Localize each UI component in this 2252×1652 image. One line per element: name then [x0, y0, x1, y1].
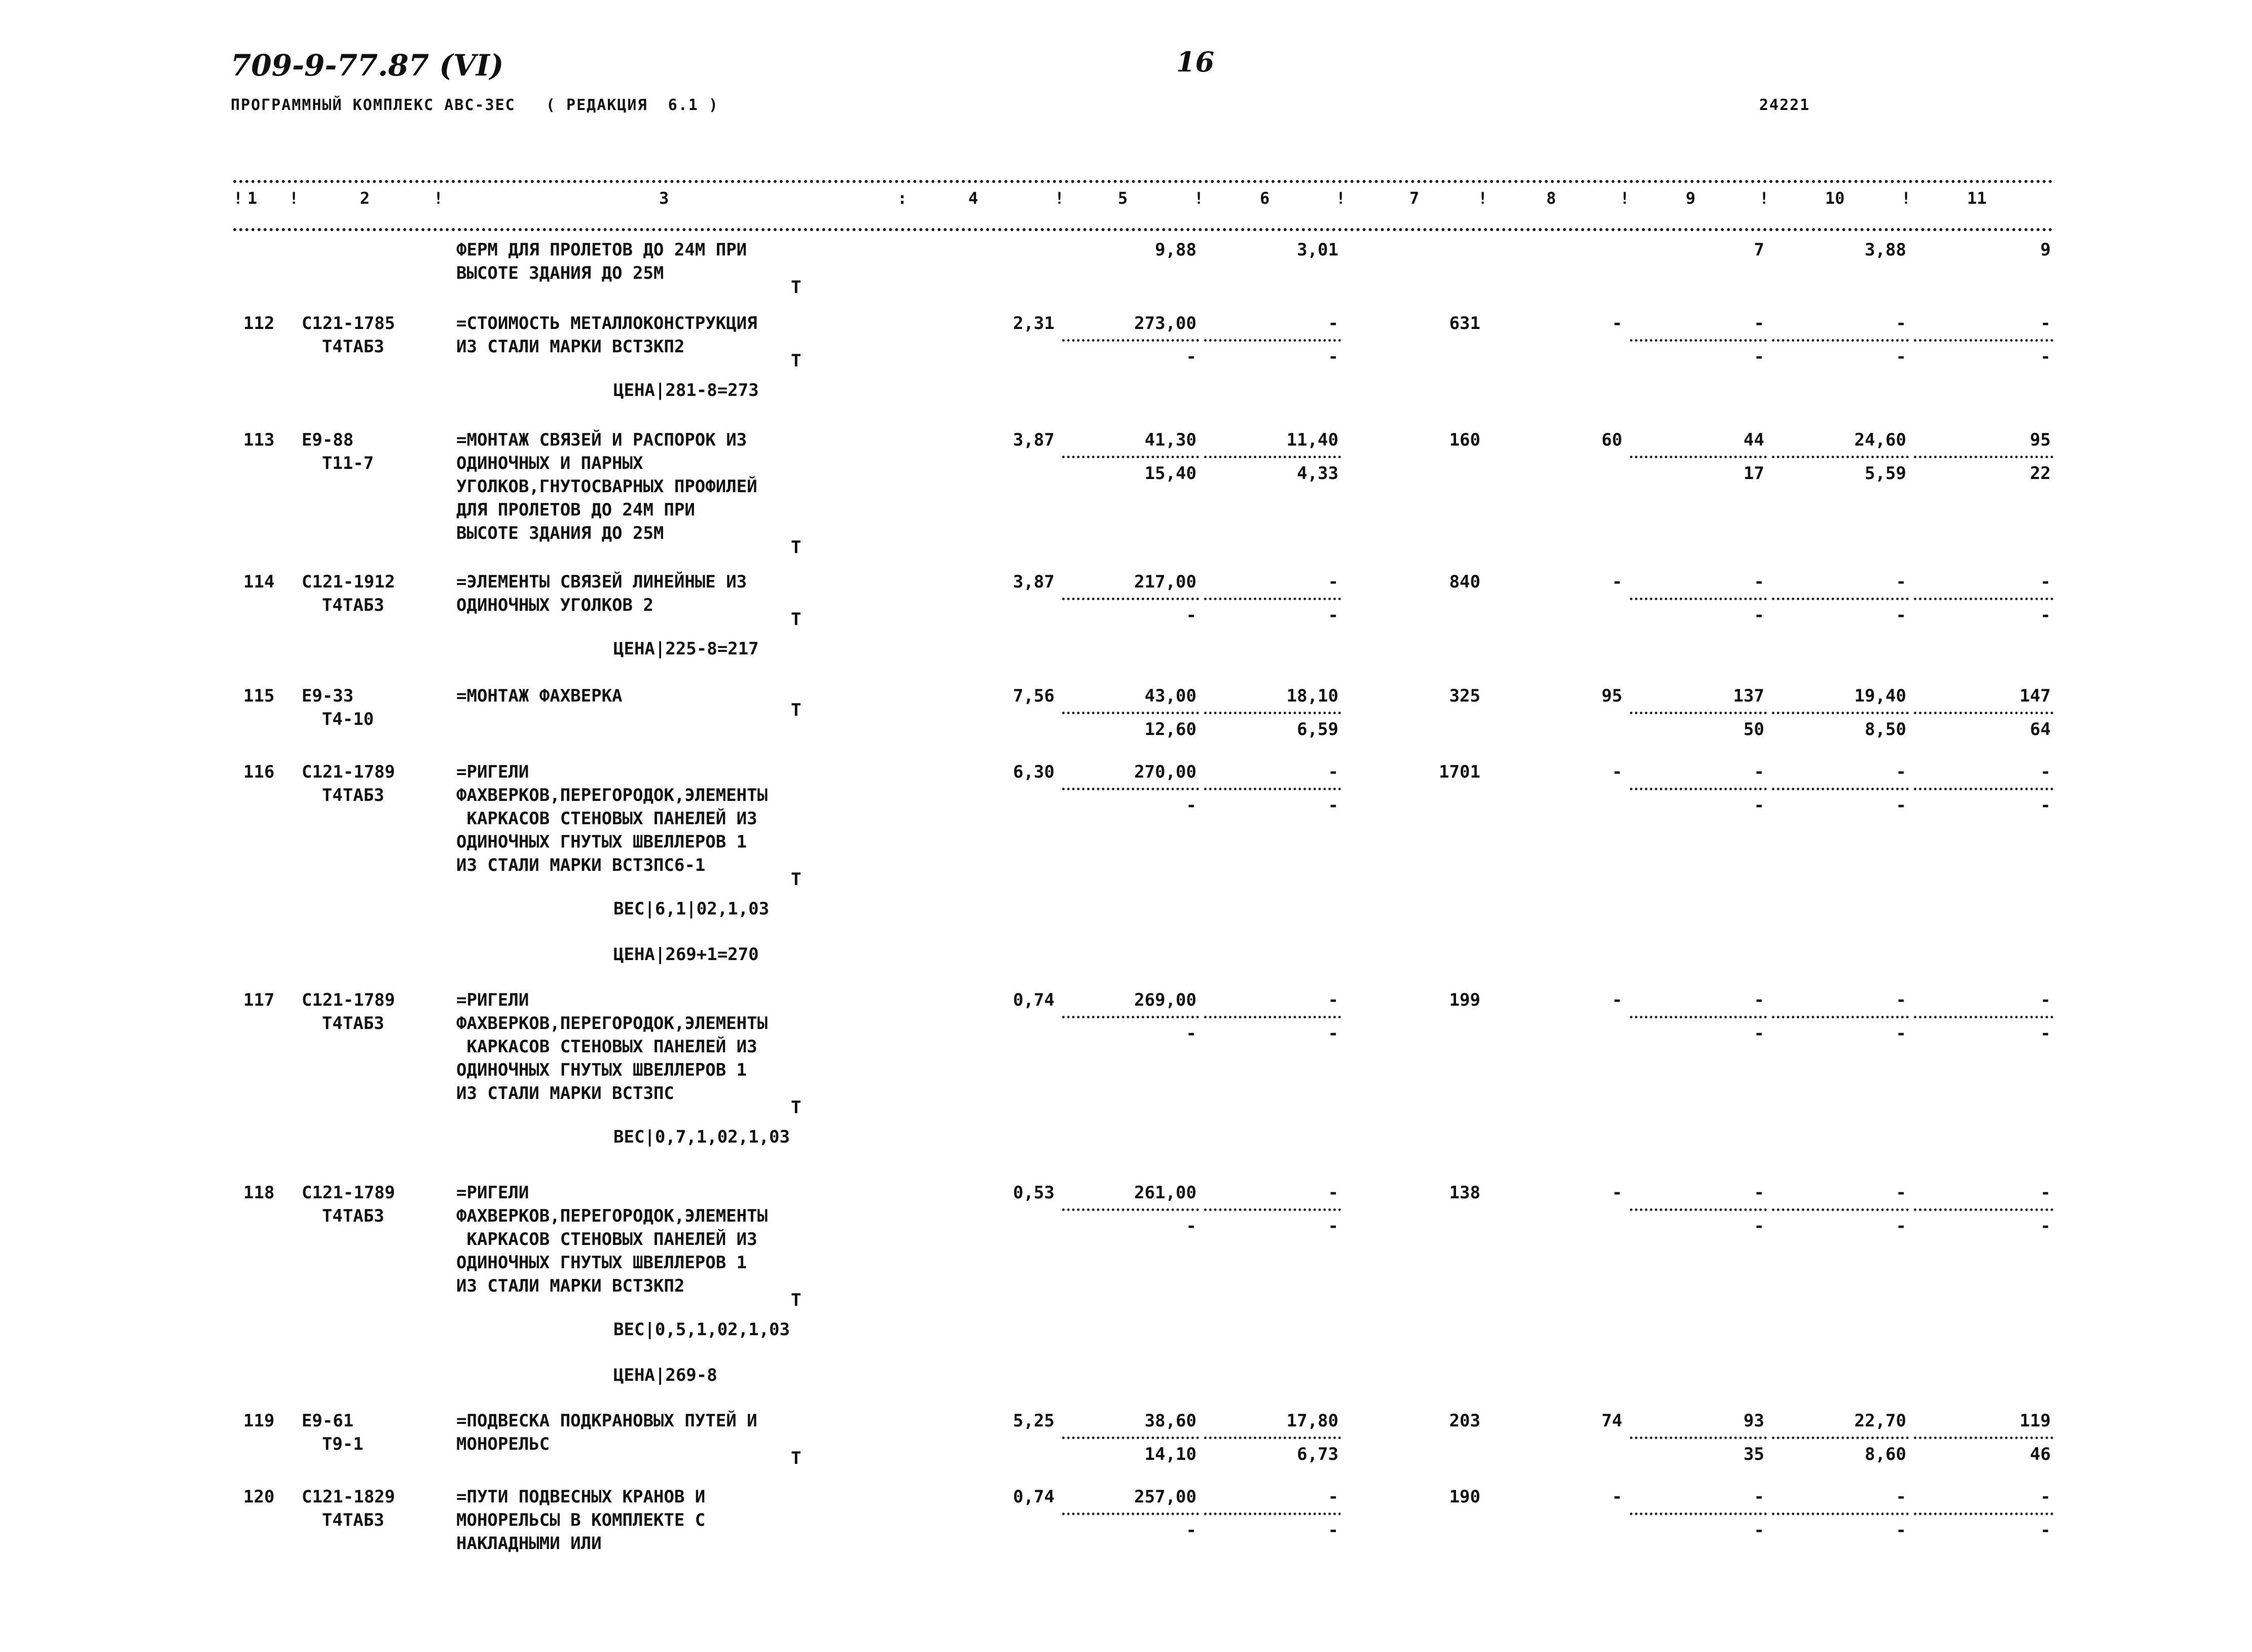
- cell-c6b: -: [1328, 605, 1338, 626]
- cell-divider: [1204, 788, 1341, 790]
- cell-c11: 119: [2019, 1411, 2051, 1431]
- cell-divider: [1772, 712, 1909, 714]
- cell-c11: -: [2040, 572, 2051, 592]
- cell-c4: 0,74: [1013, 990, 1055, 1010]
- cell-divider: [1630, 1016, 1767, 1018]
- row-marker: Т: [791, 277, 802, 298]
- cell-c5b: -: [1186, 605, 1196, 626]
- cell-divider: [1204, 1016, 1341, 1018]
- row-description-line: ОДИНОЧНЫХ ГНУТЫХ ШВЕЛЛЕРОВ 1: [456, 832, 747, 852]
- cell-c6: -: [1328, 1183, 1338, 1203]
- cell-c9b: -: [1754, 1023, 1764, 1044]
- cell-c5: 9,88: [1155, 240, 1196, 260]
- row-code-table: Т11-7: [322, 453, 374, 473]
- cell-c6b: 4,33: [1297, 463, 1338, 484]
- cell-c10: -: [1896, 1183, 1906, 1203]
- row-description-line: МОНОРЕЛЬС: [456, 1434, 550, 1454]
- col-header-9: 9: [1686, 189, 1696, 208]
- row-number: 114: [243, 572, 275, 592]
- cell-c10: 24,60: [1854, 430, 1906, 450]
- row-description-line: ИЗ СТАЛИ МАРКИ ВСТ3КП2: [456, 1276, 685, 1296]
- cell-divider: [1914, 1513, 2053, 1515]
- col-header-6: 6: [1260, 189, 1270, 208]
- cell-divider: [1914, 1208, 2053, 1211]
- row-number: 115: [243, 686, 275, 706]
- cell-c6b: 6,59: [1297, 719, 1338, 740]
- row-code-table: Т4ТАБ3: [322, 595, 384, 615]
- row-code-table: Т4ТАБ3: [322, 337, 384, 357]
- cell-c11b: -: [2040, 605, 2051, 626]
- cell-c5: 41,30: [1144, 430, 1196, 450]
- row-description-line: =ЭЛЕМЕНТЫ СВЯЗЕЙ ЛИНЕЙНЫЕ ИЗ: [456, 572, 747, 592]
- cell-c4: 6,30: [1013, 762, 1055, 782]
- row-code-table: Т4ТАБ3: [322, 1013, 384, 1034]
- cell-c7: 199: [1449, 990, 1480, 1010]
- cell-divider: [1062, 712, 1199, 714]
- cell-c9b: 35: [1744, 1444, 1764, 1464]
- cell-c4: 7,56: [1013, 686, 1055, 706]
- col-header-4: 4: [968, 189, 978, 208]
- row-code: Е9-33: [302, 686, 354, 706]
- cell-c9: -: [1754, 313, 1764, 334]
- cell-c9b: -: [1754, 795, 1764, 816]
- row-note: ВЕС|0,5,1,02,1,03: [613, 1319, 790, 1340]
- row-description-line: ОДИНОЧНЫХ И ПАРНЫХ: [456, 453, 643, 473]
- cell-c10b: -: [1896, 1520, 1906, 1540]
- cell-divider: [1630, 1437, 1767, 1439]
- cell-c8: 60: [1602, 430, 1622, 450]
- col-sep: !: [1759, 189, 1769, 208]
- cell-c8: -: [1612, 990, 1622, 1010]
- cell-c9: 44: [1744, 430, 1764, 450]
- cell-c6: 11,40: [1286, 430, 1338, 450]
- cell-c10b: -: [1896, 605, 1906, 626]
- row-description-line: =МОНТАЖ СВЯЗЕЙ И РАСПОРОК ИЗ: [456, 430, 747, 450]
- row-marker: Т: [791, 700, 802, 720]
- cell-c4: 5,25: [1013, 1411, 1055, 1431]
- cell-c6b: -: [1328, 1023, 1338, 1044]
- cell-c10: -: [1896, 313, 1906, 334]
- row-note: ВЕС|6,1|02,1,03: [613, 899, 770, 919]
- cell-c10b: 8,50: [1865, 719, 1906, 740]
- cell-divider: [1914, 598, 2053, 600]
- col-sep: !: [1620, 189, 1630, 208]
- cell-c10b: 5,59: [1865, 463, 1906, 484]
- cell-c10: 3,88: [1865, 240, 1906, 260]
- cell-divider: [1772, 1016, 1909, 1018]
- cell-c5: 257,00: [1134, 1487, 1196, 1507]
- cell-c9: -: [1754, 572, 1764, 592]
- row-description-line: =МОНТАЖ ФАХВЕРКА: [456, 686, 623, 706]
- cell-c5: 261,00: [1134, 1183, 1196, 1203]
- cell-divider: [1772, 456, 1909, 458]
- row-description-line: ОДИНОЧНЫХ ГНУТЫХ ШВЕЛЛЕРОВ 1: [456, 1060, 747, 1080]
- row-description-line: =ПУТИ ПОДВЕСНЫХ КРАНОВ И: [456, 1487, 706, 1507]
- row-number: 120: [243, 1487, 275, 1507]
- row-code: С121-1785: [302, 313, 395, 334]
- cell-c9: -: [1754, 1183, 1764, 1203]
- cell-divider: [1204, 1437, 1341, 1439]
- row-code-table: Т4ТАБ3: [322, 1510, 384, 1530]
- cell-c8: -: [1612, 1183, 1622, 1203]
- cell-c5b: -: [1186, 1216, 1196, 1236]
- row-code-table: Т4-10: [322, 709, 374, 729]
- row-code: С121-1789: [302, 1183, 395, 1203]
- col-sep: !: [289, 189, 299, 208]
- row-description-line: =РИГЕЛИ: [456, 990, 529, 1010]
- cell-divider: [1630, 1208, 1767, 1211]
- handwritten-page-number: 16: [1176, 46, 1215, 78]
- cell-divider: [1630, 1513, 1767, 1515]
- cell-c11: -: [2040, 313, 2051, 334]
- row-number: 118: [243, 1183, 275, 1203]
- cell-c11: 95: [2030, 430, 2051, 450]
- col-header-8: 8: [1546, 189, 1556, 208]
- row-number: 116: [243, 762, 275, 782]
- cell-c10: -: [1896, 762, 1906, 782]
- cell-c5: 217,00: [1134, 572, 1196, 592]
- cell-c7: 325: [1449, 686, 1480, 706]
- cell-divider: [1204, 456, 1341, 458]
- cell-divider: [1630, 598, 1767, 600]
- col-sep: !: [1194, 189, 1204, 208]
- row-marker: Т: [791, 1290, 802, 1310]
- cell-divider: [1062, 1016, 1199, 1018]
- cell-divider: [1204, 1208, 1341, 1211]
- col-header-11: 11: [1967, 189, 1987, 208]
- col-header-7: 7: [1409, 189, 1420, 208]
- cell-c5: 269,00: [1134, 990, 1196, 1010]
- cell-c9: 137: [1733, 686, 1764, 706]
- cell-c6: 18,10: [1286, 686, 1338, 706]
- row-code: С121-1789: [302, 762, 395, 782]
- cell-c7: 160: [1449, 430, 1480, 450]
- cell-c11: -: [2040, 990, 2051, 1010]
- cell-divider: [1630, 339, 1767, 342]
- cell-c6: -: [1328, 313, 1338, 334]
- cell-c10: 22,70: [1854, 1411, 1906, 1431]
- cell-divider: [1772, 1513, 1909, 1515]
- col-sep: !: [233, 189, 243, 208]
- cell-divider: [1914, 1016, 2053, 1018]
- cell-divider: [1062, 1513, 1199, 1515]
- cell-divider: [1204, 712, 1341, 714]
- cell-c6b: -: [1328, 1520, 1338, 1540]
- cell-c11: 9: [2040, 240, 2051, 260]
- row-code-table: Т9-1: [322, 1434, 364, 1454]
- col-sep: !: [1478, 189, 1488, 208]
- cell-c5: 43,00: [1144, 686, 1196, 706]
- cell-c9b: 17: [1744, 463, 1764, 484]
- row-code: С121-1912: [302, 572, 395, 592]
- cell-c5b: -: [1186, 1520, 1196, 1540]
- row-description-line: ОДИНОЧНЫХ ГНУТЫХ ШВЕЛЛЕРОВ 1: [456, 1253, 747, 1273]
- row-description-line: =РИГЕЛИ: [456, 1183, 529, 1203]
- cell-c9: -: [1754, 762, 1764, 782]
- row-code: С121-1789: [302, 990, 395, 1010]
- col-sep: !: [1901, 189, 1911, 208]
- cell-c4: 3,87: [1013, 430, 1055, 450]
- cell-c9b: -: [1754, 605, 1764, 626]
- cell-c10b: -: [1896, 347, 1906, 367]
- handwritten-code: 709-9-77.87 (VI): [231, 48, 504, 83]
- cell-c9b: -: [1754, 1520, 1764, 1540]
- cell-divider: [1914, 1437, 2053, 1439]
- cell-c10b: -: [1896, 1216, 1906, 1236]
- cell-c7: 631: [1449, 313, 1480, 334]
- cell-c9: -: [1754, 1487, 1764, 1507]
- cell-c5b: -: [1186, 795, 1196, 816]
- cell-c4: 0,74: [1013, 1487, 1055, 1507]
- cell-c6b: -: [1328, 795, 1338, 816]
- cell-divider: [1914, 788, 2053, 790]
- row-marker: Т: [791, 1097, 802, 1118]
- cell-c8: -: [1612, 313, 1622, 334]
- cell-divider: [1772, 598, 1909, 600]
- cell-c8: 74: [1602, 1411, 1622, 1431]
- cell-divider: [1062, 339, 1199, 342]
- cell-c10: -: [1896, 990, 1906, 1010]
- row-description-line: ОДИНОЧНЫХ УГОЛКОВ 2: [456, 595, 653, 615]
- cell-c9b: -: [1754, 1216, 1764, 1236]
- row-number: 112: [243, 313, 275, 334]
- row-description-line: УГОЛКОВ,ГНУТОСВАРНЫХ ПРОФИЛЕЙ: [456, 476, 757, 497]
- row-description-line: КАРКАСОВ СТЕНОВЫХ ПАНЕЛЕЙ ИЗ: [456, 1037, 757, 1057]
- cell-c10: -: [1896, 572, 1906, 592]
- col-header-3: 3: [659, 189, 669, 208]
- row-number: 113: [243, 430, 275, 450]
- row-description-line: ФАХВЕРКОВ,ПЕРЕГОРОДОК,ЭЛЕМЕНТЫ: [456, 1206, 768, 1226]
- cell-c11b: 64: [2030, 719, 2051, 740]
- row-description-line: ИЗ СТАЛИ МАРКИ ВСТ3ПС: [456, 1083, 674, 1104]
- cell-c4: 3,87: [1013, 572, 1055, 592]
- cell-c10b: -: [1896, 1023, 1906, 1044]
- col-sep: !: [1336, 189, 1346, 208]
- cell-c5b: 15,40: [1144, 463, 1196, 484]
- cell-c10b: -: [1896, 795, 1906, 816]
- row-code: Е9-88: [302, 430, 354, 450]
- col-sep: !: [433, 189, 444, 208]
- row-description-line: =СТОИМОСТЬ МЕТАЛЛОКОНСТРУКЦИЯ: [456, 313, 757, 334]
- cell-c11: -: [2040, 1183, 2051, 1203]
- cell-c8: 95: [1602, 686, 1622, 706]
- cell-c9: 93: [1744, 1411, 1764, 1431]
- cell-divider: [1914, 339, 2053, 342]
- cell-divider: [1204, 339, 1341, 342]
- cell-c6: -: [1328, 572, 1338, 592]
- row-note: ЦЕНА|269+1=270: [613, 944, 759, 965]
- cell-c6: -: [1328, 990, 1338, 1010]
- cell-c5: 273,00: [1134, 313, 1196, 334]
- col-sep: !: [1055, 189, 1065, 208]
- cell-c11b: -: [2040, 1023, 2051, 1044]
- col-sep: :: [897, 189, 907, 208]
- row-description-line: ДЛЯ ПРОЛЕТОВ ДО 24М ПРИ: [456, 500, 695, 520]
- row-note: ЦЕНА|225-8=217: [613, 639, 759, 659]
- cell-divider: [1630, 712, 1767, 714]
- cell-c9b: -: [1754, 347, 1764, 367]
- cell-divider: [1062, 456, 1199, 458]
- col-header-2: 2: [360, 189, 370, 208]
- cell-c6b: 6,73: [1297, 1444, 1338, 1464]
- cell-c4: 0,53: [1013, 1183, 1055, 1203]
- cell-c7: 203: [1449, 1411, 1480, 1431]
- row-code: С121-1829: [302, 1487, 395, 1507]
- program-title: ПРОГРАММНЫЙ КОМПЛЕКС АВС-3ЕС ( РЕДАКЦИЯ 6.1 ): [231, 96, 719, 114]
- cell-c11b: -: [2040, 1520, 2051, 1540]
- cell-c11: -: [2040, 1487, 2051, 1507]
- cell-c7: 840: [1449, 572, 1480, 592]
- cell-c8: -: [1612, 572, 1622, 592]
- cell-divider: [1062, 598, 1199, 600]
- cell-c11b: -: [2040, 347, 2051, 367]
- cell-c5b: 12,60: [1144, 719, 1196, 740]
- cell-c8: -: [1612, 1487, 1622, 1507]
- cell-divider: [1630, 456, 1767, 458]
- row-number: 119: [243, 1411, 275, 1431]
- row-description-line: ФАХВЕРКОВ,ПЕРЕГОРОДОК,ЭЛЕМЕНТЫ: [456, 1013, 768, 1034]
- row-number: 117: [243, 990, 275, 1010]
- cell-c11b: -: [2040, 1216, 2051, 1236]
- cell-c11b: -: [2040, 795, 2051, 816]
- row-code-table: Т4ТАБ3: [322, 785, 384, 805]
- row-description-line: =ПОДВЕСКА ПОДКРАНОВЫХ ПУТЕЙ И: [456, 1411, 757, 1431]
- row-note: ЦЕНА|269-8: [613, 1365, 717, 1385]
- cell-c4: 2,31: [1013, 313, 1055, 334]
- col-header-10: 10: [1825, 189, 1845, 208]
- col-header-1: 1: [247, 189, 258, 208]
- cell-c6: -: [1328, 1487, 1338, 1507]
- cell-divider: [1772, 339, 1909, 342]
- cell-c11b: 46: [2030, 1444, 2051, 1464]
- cell-divider: [1204, 1513, 1341, 1515]
- row-description-line: НАКЛАДНЫМИ ИЛИ: [456, 1533, 602, 1554]
- cell-c8: -: [1612, 762, 1622, 782]
- row-description-line: ИЗ СТАЛИ МАРКИ ВСТ3ПС6-1: [456, 855, 706, 875]
- cell-c5b: -: [1186, 1023, 1196, 1044]
- row-code: Е9-61: [302, 1411, 354, 1431]
- cell-c5: 38,60: [1144, 1411, 1196, 1431]
- col-header-5: 5: [1118, 189, 1128, 208]
- row-description-line: ФЕРМ ДЛЯ ПРОЛЕТОВ ДО 24М ПРИ: [456, 240, 747, 260]
- cell-divider: [1062, 1208, 1199, 1211]
- cell-c11: -: [2040, 762, 2051, 782]
- cell-divider: [1772, 1208, 1909, 1211]
- row-description-line: =РИГЕЛИ: [456, 762, 529, 782]
- cell-c9b: 50: [1744, 719, 1764, 740]
- cell-divider: [1062, 788, 1199, 790]
- cell-c5b: 14,10: [1144, 1444, 1196, 1464]
- row-description-line: МОНОРЕЛЬСЫ В КОМПЛЕКТЕ С: [456, 1510, 706, 1530]
- row-description-line: ВЫСОТЕ ЗДАНИЯ ДО 25М: [456, 523, 664, 543]
- cell-c7: 190: [1449, 1487, 1480, 1507]
- cell-c6b: -: [1328, 1216, 1338, 1236]
- row-description-line: КАРКАСОВ СТЕНОВЫХ ПАНЕЛЕЙ ИЗ: [456, 1229, 757, 1250]
- row-code-table: Т4ТАБ3: [322, 1206, 384, 1226]
- row-marker: Т: [791, 609, 802, 630]
- row-marker: Т: [791, 1448, 802, 1469]
- cell-c7: 138: [1449, 1183, 1480, 1203]
- cell-divider: [1062, 1437, 1199, 1439]
- cell-divider: [1772, 788, 1909, 790]
- cell-c9: -: [1754, 990, 1764, 1010]
- cell-c6b: -: [1328, 347, 1338, 367]
- cell-c5: 270,00: [1134, 762, 1196, 782]
- cell-c5b: -: [1186, 347, 1196, 367]
- row-description-line: ИЗ СТАЛИ МАРКИ ВСТ3КП2: [456, 337, 685, 357]
- cell-c11: 147: [2019, 686, 2051, 706]
- row-note: ВЕС|0,7,1,02,1,03: [613, 1127, 790, 1147]
- row-description-line: КАРКАСОВ СТЕНОВЫХ ПАНЕЛЕЙ ИЗ: [456, 809, 757, 829]
- cell-divider: [1630, 788, 1767, 790]
- cell-divider: [1772, 1437, 1909, 1439]
- cell-c6: 17,80: [1286, 1411, 1338, 1431]
- cell-c7: 1701: [1439, 762, 1480, 782]
- cell-c9: 7: [1754, 240, 1764, 260]
- document-number: 24221: [1759, 96, 1810, 114]
- row-marker: Т: [791, 351, 802, 371]
- cell-c11b: 22: [2030, 463, 2051, 484]
- row-description-line: ВЫСОТЕ ЗДАНИЯ ДО 25М: [456, 263, 664, 283]
- row-description-line: ФАХВЕРКОВ,ПЕРЕГОРОДОК,ЭЛЕМЕНТЫ: [456, 785, 768, 805]
- cell-c6: -: [1328, 762, 1338, 782]
- cell-divider: [1914, 456, 2053, 458]
- cell-c10b: 8,60: [1865, 1444, 1906, 1464]
- cell-c6: 3,01: [1297, 240, 1338, 260]
- row-marker: Т: [791, 869, 802, 890]
- cell-c10: -: [1896, 1487, 1906, 1507]
- cell-divider: [1914, 712, 2053, 714]
- cell-divider: [1204, 598, 1341, 600]
- row-marker: Т: [791, 537, 802, 558]
- cell-c10: 19,40: [1854, 686, 1906, 706]
- row-note: ЦЕНА|281-8=273: [613, 380, 759, 400]
